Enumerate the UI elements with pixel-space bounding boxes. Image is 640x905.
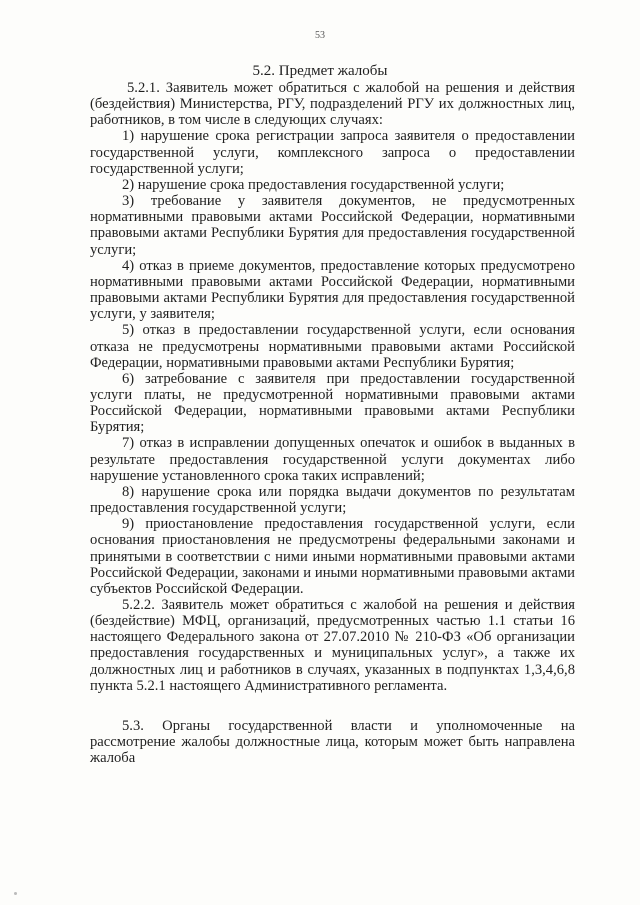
- section-heading: 5.2. Предмет жалобы: [252, 63, 388, 79]
- list-item-4: 4) отказ в приеме документов, предоставление которых предусмотрено нормативными правовыми актами Российской Федерации, нормативными правовыми актами Республики Бурятия для предоставления государственной услуги, у заявителя;: [90, 257, 575, 323]
- page-number: 53: [315, 30, 325, 41]
- list-item-1: 1) нарушение срока регистрации запроса заявителя о предоставлении государственной услуги, комплексного запроса о предоставлении государственной услуги;: [90, 128, 575, 177]
- list-item-7: 7) отказ в исправлении допущенных опечаток и ошибок в выданных в результате предоставления государственной услуги документах либо нарушение установленного срока таких исправлений;: [90, 435, 575, 484]
- list-item-9: 9) приостановление предоставления государственной услуги, если основания приостановления не предусмотрены федеральными законами и принятыми в соответствии с ними иными нормативными правовыми актами Российской Федерации, законами и иными нормативными правовыми актами субъектов Российской Федерации.: [90, 516, 575, 597]
- list-item-3: 3) требование у заявителя документов, не предусмотренных нормативными правовыми актами Российской Федерации, нормативными правовыми актами Республики Бурятия для предоставления государственной услуги;: [90, 193, 575, 258]
- document-body: [90, 80, 575, 766]
- list-item-5: 5) отказ в предоставлении государственной услуги, если основания отказа не предусмотрены нормативными правовыми актами Российской Федерации, нормативными правовыми актами Республики Бурятия;: [90, 322, 575, 371]
- paragraph-5-2-2: 5.2.2. Заявитель может обратиться с жалобой на решения и действия (бездействие) МФЦ, организаций, предусмотренных частью 1.1 статьи 16 настоящего Федерального закона от 27.07.2010 № 210-ФЗ «Об организации предоставления государственных и муниципальных услуг», а также их должностных лиц и работников в случаях, указанных в подпунктах 1,3,4,6,8 пункта 5.2.1 настоящего Административного регламента.: [90, 597, 575, 694]
- list-item-6: 6) затребование с заявителя при предоставлении государственной услуги платы, не предусмотренной нормативными правовыми актами Российской Федерации, нормативными правовыми актами Республики Бурятия;: [90, 370, 575, 436]
- list-item-8: 8) нарушение срока или порядка выдачи документов по результатам предоставления государственной услуги;: [90, 483, 575, 517]
- section-5-3-heading: 5.3. Органы государственной власти и уполномоченные на рассмотрение жалобы должностные лица, которым может быть направлена жалоба: [90, 717, 575, 767]
- scan-dot: [14, 892, 17, 895]
- paragraph-5-2-1: 5.2.1. Заявитель может обратиться с жалобой на решения и действия (бездействия) Министерства, РГУ, подразделений РГУ их должностных лиц, работников, в том числе в следующих случаях:: [90, 80, 575, 129]
- list-item-2: 2) нарушение срока предоставления государственной услуги;: [122, 176, 505, 193]
